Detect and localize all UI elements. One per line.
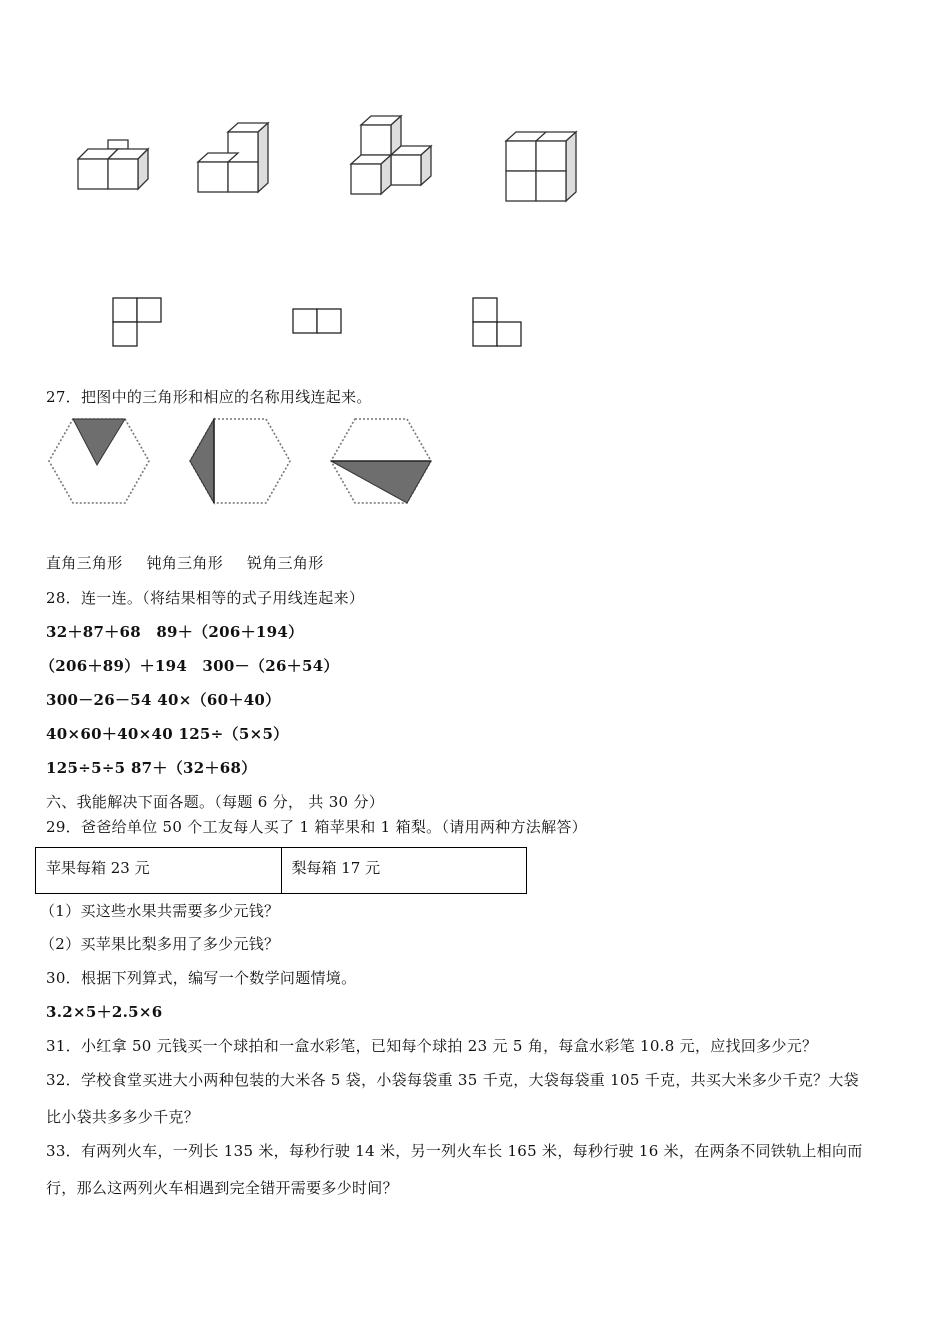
q33-line1: 33．有两列火车，一列长 135 米，每秒行驶 14 米，另一列火车长 165 米，每秒行驶 16 米，在两条不同铁轨上相向而 xyxy=(46,1142,863,1160)
pear-price-cell: 梨每箱 17 元 xyxy=(281,848,527,893)
q28-row: （206＋89）＋194 300－（26＋54） xyxy=(40,657,339,675)
q33-line2: 行，那么这两列火车相遇到完全错开需要多少时间？ xyxy=(46,1179,398,1197)
q27-names xyxy=(46,552,324,573)
q29-sub2: （2）买苹果比梨多用了多少元钱？ xyxy=(40,935,280,953)
price-table xyxy=(35,847,527,894)
name-right-triangle: 直角三角形 xyxy=(46,554,123,572)
cube-figure-4 xyxy=(500,128,585,208)
view-figure-1 xyxy=(110,295,165,350)
q28-prompt: 28．连一连。（将结果相等的式子用线连起来） xyxy=(46,589,365,607)
hexagon-figure-3 xyxy=(327,413,435,509)
q30-prompt: 30．根据下列算式，编写一个数学问题情境。 xyxy=(46,969,357,987)
name-acute-triangle: 锐角三角形 xyxy=(247,554,324,572)
q28-row: 40×60＋40×40 125÷（5×5） xyxy=(46,725,289,743)
q28-row: 32＋87＋68 89＋（206＋194） xyxy=(46,623,304,641)
q30-formula: 3.2×5＋2.5×6 xyxy=(46,1003,163,1021)
q32-line2: 比小袋共多多少千克？ xyxy=(46,1108,200,1126)
q31-text: 31．小红拿 50 元钱买一个球拍和一盒水彩笔，已知每个球拍 23 元 5 角，每盒水彩笔 10.8 元，应找回多少元？ xyxy=(46,1037,818,1055)
cube-figure-3 xyxy=(345,112,440,202)
apple-price-cell: 苹果每箱 23 元 xyxy=(46,859,150,877)
name-obtuse-triangle: 钝角三角形 xyxy=(146,554,224,572)
section-heading: 六、我能解决下面各题。（每题 6 分， 共 30 分） xyxy=(46,793,385,811)
hexagon-figure-1 xyxy=(45,413,153,509)
q29-prompt: 29．爸爸给单位 50 个工友每人买了 1 箱苹果和 1 箱梨。（请用两种方法解答） xyxy=(46,818,587,836)
cube-figure-2 xyxy=(190,115,280,200)
q28-row: 300－26－54 40×（60＋40） xyxy=(46,691,281,709)
q29-sub1: （1）买这些水果共需要多少元钱？ xyxy=(40,902,280,920)
q32-line1: 32．学校食堂买进大小两种包装的大米各 5 袋，小袋每袋重 35 千克，大袋每袋重 105 千克，共买大米多少千克？大袋 xyxy=(46,1071,859,1089)
q27-prompt: 27．把图中的三角形和相应的名称用线连起来。 xyxy=(46,388,372,406)
view-figure-3 xyxy=(470,295,525,350)
view-figure-2 xyxy=(290,306,345,336)
hexagon-figure-2 xyxy=(186,413,294,509)
q28-row: 125÷5÷5 87＋（32＋68） xyxy=(46,759,257,777)
cube-figure-1 xyxy=(70,135,160,200)
